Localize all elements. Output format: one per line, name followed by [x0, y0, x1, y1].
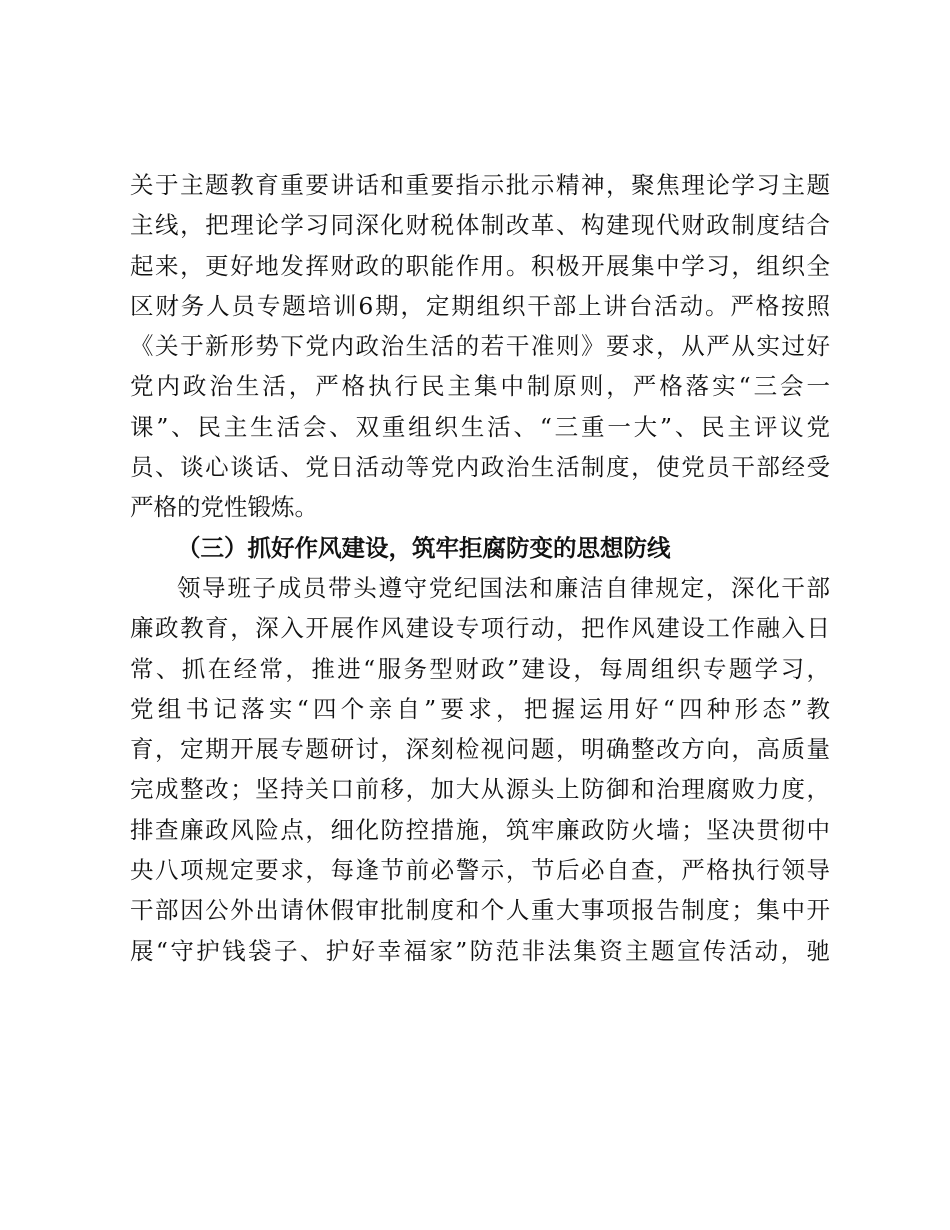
paragraph-line: 严格的党性锻炼。 [130, 493, 318, 522]
section-heading: （三）抓好作风建设，筑牢拒腐防变的思想防线 [177, 533, 671, 562]
paragraph-line: 党内政治生活，严格执行民主集中制原则，严格落实“三会一 [130, 372, 830, 401]
paragraph-line: 关于主题教育重要讲话和重要指示批示精神，聚焦理论学习主题 [130, 171, 830, 199]
paragraph-line: 区财务人员专题培训6期，定期组织干部上讲台活动。严格按照 [130, 291, 830, 320]
paragraph-line: 完成整改；坚持关口前移，加大从源头上防御和治理腐败力度， [130, 775, 830, 804]
paragraph-line: 员、谈心谈话、党日活动等党内政治生活制度，使党员干部经受 [130, 453, 830, 482]
paragraph-line: 党组书记落实“四个亲自”要求，把握运用好“四种形态”教 [130, 694, 830, 723]
document-body [130, 165, 830, 971]
paragraph-line: 起来，更好地发挥财政的职能作用。积极开展集中学习，组织全 [130, 251, 830, 280]
paragraph-line: 排查廉政风险点，细化防控措施，筑牢廉政防火墙；坚决贯彻中 [130, 815, 830, 844]
paragraph-line: 央八项规定要求，每逢节前必警示，节后必自查，严格执行领导 [130, 856, 830, 885]
paragraph-line: 廉政教育，深入开展作风建设专项行动，把作风建设工作融入日 [130, 614, 830, 643]
paragraph-line: 常、抓在经常，推进“服务型财政”建设，每周组织专题学习， [130, 654, 830, 683]
paragraph-line: 干部因公外出请休假审批制度和个人重大事项报告制度；集中开 [130, 896, 830, 925]
paragraph-line: 育，定期开展专题研讨，深刻检视问题，明确整改方向，高质量 [130, 735, 830, 764]
paragraph-line: 《关于新形势下党内政治生活的若干准则》要求，从严从实过好 [130, 332, 830, 361]
paragraph-line: 领导班子成员带头遵守党纪国法和廉洁自律规定，深化干部 [177, 573, 830, 602]
paragraph-line: 课”、民主生活会、双重组织生活、“三重一大”、民主评议党 [130, 412, 830, 441]
paragraph-line: 主线，把理论学习同深化财税体制改革、构建现代财政制度结合 [130, 211, 830, 240]
paragraph-line: 展“守护钱袋子、护好幸福家”防范非法集资主题宣传活动，驰 [130, 936, 830, 965]
